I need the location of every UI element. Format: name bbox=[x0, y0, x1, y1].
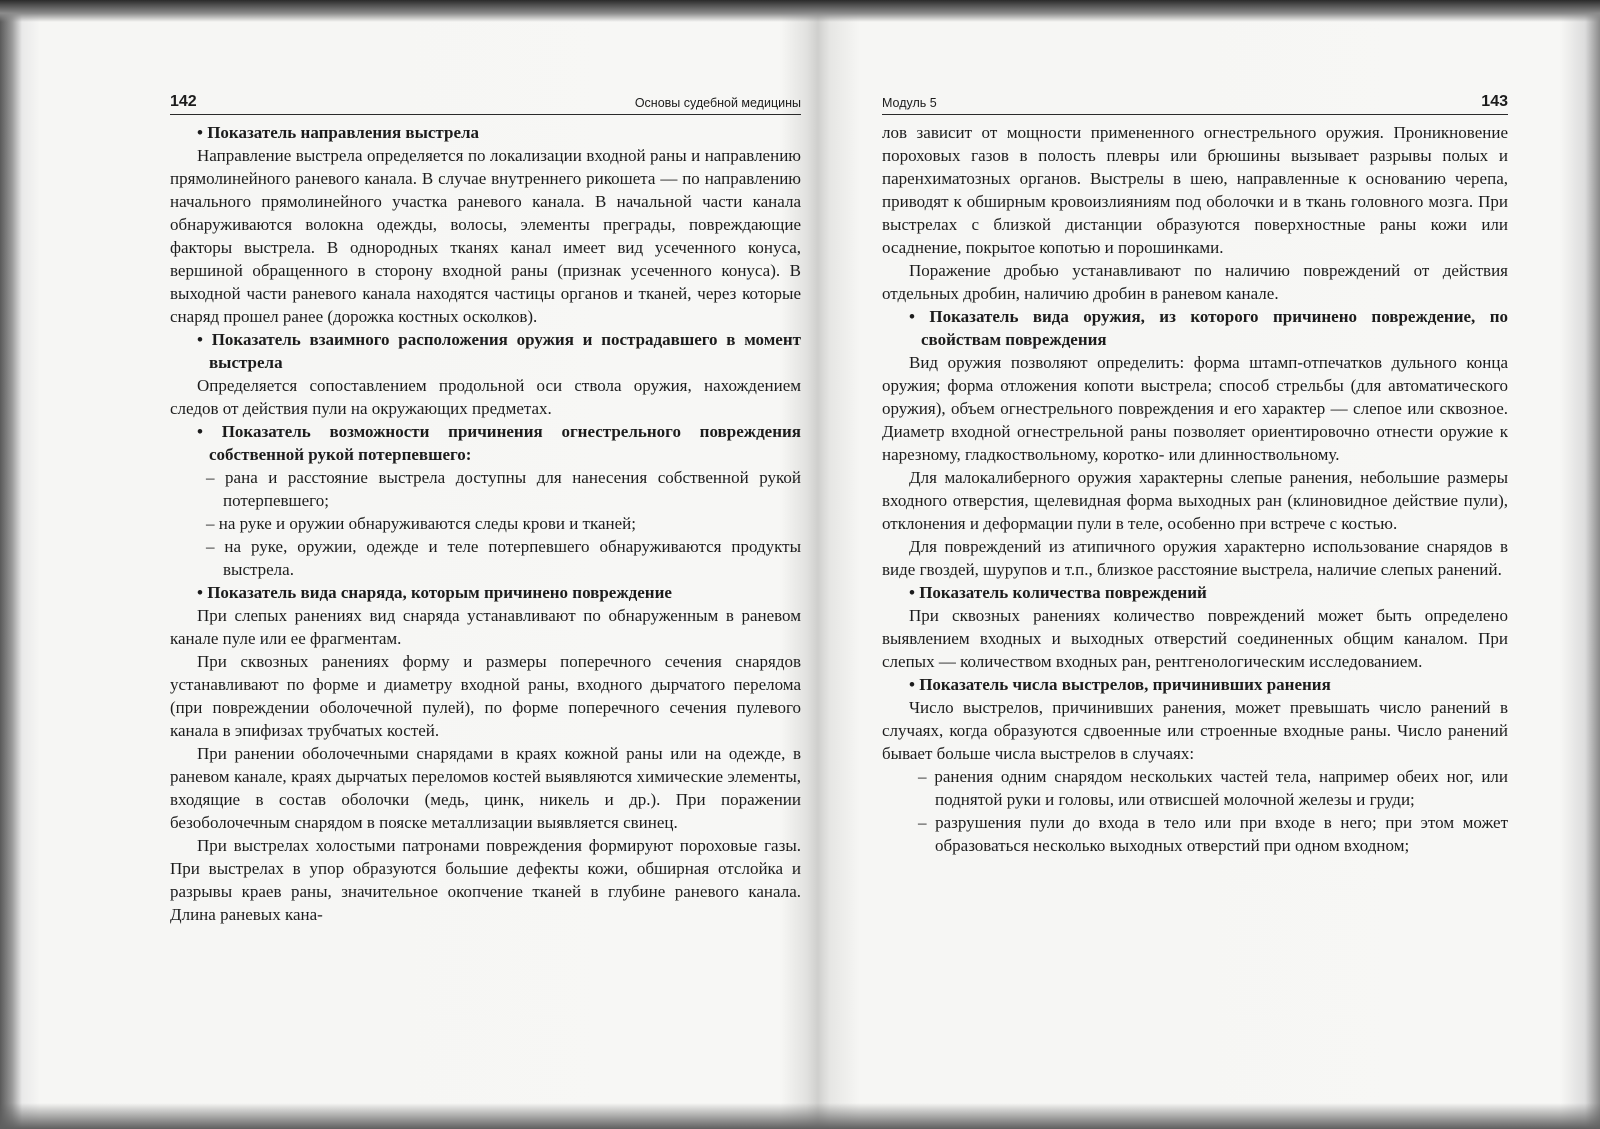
dash-list-item: – на руке и оружии обнаруживаются следы крови и тканей; bbox=[223, 512, 801, 535]
dash-list-item: – рана и расстояние выстрела доступны для нанесения собственной рукой потерпевшего; bbox=[223, 466, 801, 512]
paragraph: При сквозных ранениях форму и размеры поперечного сечения снарядов устанавливают по форме и диаметру входной раны, входного дырчатого перелома (при повреждении оболочечной пулей), по форме поперечного сечения пулевого канала в эпифизах трубчатых костей. bbox=[170, 652, 801, 740]
paragraph: Направление выстрела определяется по локализации входной раны и направлению прямолинейного раневого канала. В случае внутреннего рикошета — по направлению начального прямолинейного участка раневого канала. В начальной части канала обнаруживаются волокна одежды, волосы, элементы преграды, повреждающие факторы выстрела. В однородных тканях канал имеет вид усеченного конуса, вершиной обращенного в сторону входной раны (признак усеченного конуса). В выходной части раневого канала находятся частицы органов и тканей, через которые снаряд прошел ранее (дорожка костных осколков). bbox=[170, 146, 801, 326]
left-running-head: Основы судебной медицины bbox=[634, 96, 801, 110]
section-heading: • Показатель вида оружия, из которого причинено повреждение, по свойствам повреждения bbox=[909, 305, 1508, 351]
right-page-number: 143 bbox=[1481, 93, 1508, 110]
right-page-body bbox=[882, 121, 1508, 857]
left-page-body bbox=[170, 121, 801, 926]
paragraph: При слепых ранениях вид снаряда устанавливают по обнаруженным в раневом канале пуле или ее фрагментам. bbox=[170, 606, 801, 648]
section-heading: • Показатель направления выстрела bbox=[197, 121, 801, 144]
scan-bottom-shadow bbox=[0, 1103, 1600, 1129]
paragraph: Поражение дробью устанавливают по наличию повреждений от действия отдельных дробин, наличию дробин в раневом канале. bbox=[882, 261, 1508, 303]
paragraph: При выстрелах холостыми патронами повреждения формируют пороховые газы. При выстрелах в упор образуются большие дефекты кожи, обширная отслойка и разрывы краев раны, значительное окопчение тканей в глубине раневого канала. Длина раневых кана- bbox=[170, 836, 801, 924]
section-heading: • Показатель числа выстрелов, причинивших ранения bbox=[909, 673, 1508, 696]
paragraph: Определяется сопоставлением продольной оси ствола оружия, нахождением следов от действия пули на окружающих предметах. bbox=[170, 376, 801, 418]
left-page-number: 142 bbox=[170, 93, 197, 110]
dash-list-item: – разрушения пули до входа в тело или при входе в него; при этом может образоваться несколько выходных отверстий при одном входном; bbox=[935, 811, 1508, 857]
scan-top-shadow bbox=[0, 0, 1600, 22]
right-page bbox=[882, 88, 1508, 857]
section-heading: • Показатель взаимного расположения оружия и пострадавшего в момент выстрела bbox=[197, 328, 801, 374]
paragraph: Для малокалиберного оружия характерны слепые ранения, небольшие размеры входного отверстия, щелевидная форма выходных ран (клиновидное действие пули), отклонения и деформации пули в теле, особенно при встрече с костью. bbox=[882, 468, 1508, 533]
paragraph: Для повреждений из атипичного оружия характерно использование снарядов в виде гвоздей, шурупов и т.п., близкое расстояние выстрела, наличие слепых ранений. bbox=[882, 537, 1508, 579]
paragraph: лов зависит от мощности примененного огнестрельного оружия. Проникновение пороховых газов в полость плевры или брюшины вызывает разрывы полых и паренхиматозных органов. Выстрелы в шею, направленные к основанию черепа, приводят к обширным кровоизлияниям под оболочки и в ткань головного мозга. При выстрелах с близкой дистанции образуются поверхностные раны кожи или осаднение, покрытое копотью и порошинками. bbox=[882, 123, 1508, 257]
paragraph: При ранении оболочечными снарядами в краях кожной раны или на одежде, в раневом канале, краях дырчатых переломов костей выявляются химические элементы, входящие в состав оболочки (медь, цинк, никель и др.). При поражении безоболочечным снарядом в пояске металлизации выявляется свинец. bbox=[170, 744, 801, 832]
section-heading: • Показатель вида снаряда, которым причинено повреждение bbox=[197, 581, 801, 604]
left-page bbox=[170, 88, 801, 926]
right-page-header bbox=[882, 88, 1508, 115]
dash-list-item: – на руке, оружии, одежде и теле потерпевшего обнаруживаются продукты выстрела. bbox=[223, 535, 801, 581]
section-heading: • Показатель возможности причинения огнестрельного повреждения собственной рукой потерпевшего: bbox=[197, 420, 801, 466]
paragraph: При сквозных ранениях количество повреждений может быть определено выявлением входных и выходных отверстий соединенных общим каналом. При слепых — количеством входных ран, рентгенологическим исследованием. bbox=[882, 606, 1508, 671]
section-heading: • Показатель количества повреждений bbox=[909, 581, 1508, 604]
dash-list-item: – ранения одним снарядом нескольких частей тела, например обеих ног, или поднятой руки и головы, или отвисшей молочной железы и груди; bbox=[935, 765, 1508, 811]
left-page-header bbox=[170, 88, 801, 115]
paragraph: Вид оружия позволяют определить: форма штамп-отпечатков дульного конца оружия; форма отложения копоти выстрела; способ стрельбы (для автоматического оружия), объем огнестрельного повреждения и его характер — слепое или сквозное. Диаметр входной огнестрельной раны позволяет ориентировочно отнести оружие к нарезному, гладкоствольному, коротко- или длинноствольному. bbox=[882, 353, 1508, 464]
paragraph: Число выстрелов, причинивших ранения, может превышать число ранений в случаях, когда образуются сдвоенные или строенные входные раны. Число ранений бывает больше числа выстрелов в случаях: bbox=[882, 698, 1508, 763]
right-running-head: Модуль 5 bbox=[882, 96, 937, 110]
